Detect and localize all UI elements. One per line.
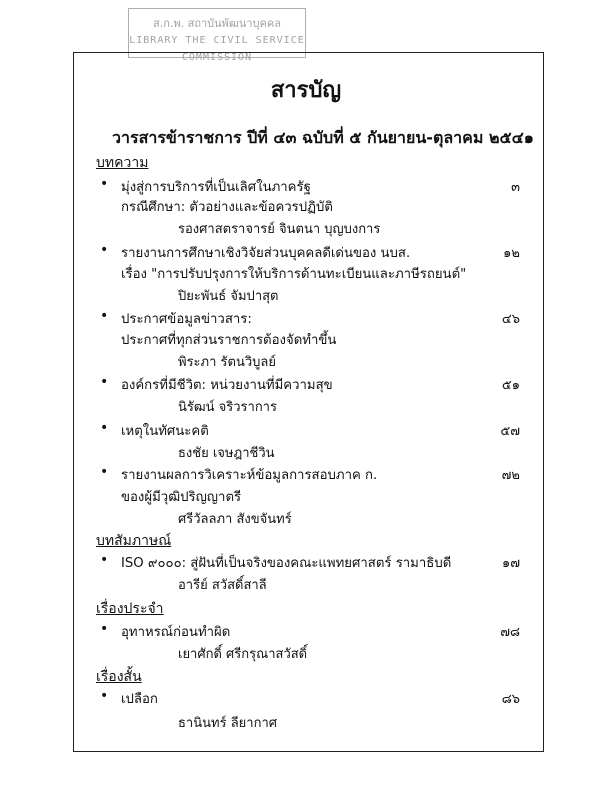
- entry-author: พิระภา รัตนวิบูลย์: [178, 355, 276, 370]
- entry-title-line: เหตุในทัศนะคติ: [121, 424, 209, 439]
- section-heading-regular-columns: เรื่องประจำ: [96, 601, 164, 617]
- entry-title-line: รายงานการศึกษาเชิงวิจัยส่วนบุคคลดีเด่นของ นบส.: [121, 246, 411, 261]
- entry-title-line: องค์กรที่มีชีวิต: หน่วยงานที่มีความสุข: [121, 378, 333, 393]
- entry-page-number: ๑๒: [503, 246, 520, 261]
- entry-page-number: ๗๘: [500, 625, 520, 640]
- entry-page-number: ๓: [511, 180, 520, 195]
- entry-title-line: เปลือก: [121, 692, 158, 707]
- entry-page-number: ๘๖: [501, 692, 520, 707]
- bullet: •: [100, 621, 109, 637]
- stamp-line-1: ส.ก.พ. สถาบันพัฒนาบุคคล: [153, 17, 281, 30]
- entry-page-number: ๕๗: [500, 424, 520, 439]
- stamp-line-2: LIBRARY THE CIVIL SERVICE COMMISSION: [129, 35, 305, 63]
- entry-title-line: ของผู้มีวุฒิปริญญาตรี: [121, 490, 242, 505]
- entry-author: ธานินทร์ ลียากาศ: [178, 716, 277, 731]
- entry-author: ศรีวัลลภา สังขจันทร์: [178, 512, 292, 527]
- bullet: •: [100, 176, 109, 192]
- bullet: •: [100, 688, 109, 704]
- bullet: •: [100, 242, 109, 258]
- bullet: •: [100, 374, 109, 390]
- entry-title-line: กรณีศึกษา: ตัวอย่างและข้อควรปฏิบัติ: [121, 200, 333, 215]
- entry-title-line: เรื่อง "การปรับปรุงการให้บริการด้านทะเบียนและภาษีรถยนต์": [121, 267, 467, 282]
- entry-title-line: อุทาหรณ์ก่อนทำผิด: [121, 625, 231, 640]
- entry-title-line: ประกาศข้อมูลข่าวสาร:: [121, 312, 252, 327]
- entry-author: ปิยะพันธ์ จัมปาสุต: [178, 289, 279, 304]
- entry-title-line: ประกาศที่ทุกส่วนราชการต้องจัดทำขึ้น: [121, 333, 337, 348]
- library-stamp: [128, 8, 306, 63]
- entry-page-number: ๗๒: [501, 468, 520, 483]
- entry-author: ธงชัย เจษฎาชีวิน: [178, 446, 275, 461]
- entry-author: นิรัฒน์ จริวราการ: [178, 400, 277, 415]
- issue-heading: วารสารข้าราชการ ปีที่ ๔๓ ฉบับที่ ๕ กันยายน-ตุลาคม ๒๕๔๑: [112, 128, 534, 147]
- entry-author: เยาศักดิ์ ศรีกรุณาสวัสดิ์: [178, 647, 308, 662]
- section-heading-short-stories: เรื่องสั้น: [96, 669, 142, 685]
- bullet: •: [100, 552, 109, 568]
- section-heading-interviews: บทสัมภาษณ์: [96, 533, 172, 549]
- entry-author: รองศาสตราจารย์ จินตนา บุญบงการ: [178, 222, 381, 237]
- bullet: •: [100, 420, 109, 436]
- entry-page-number: ๕๑: [501, 378, 520, 393]
- entry-page-number: ๑๗: [501, 556, 520, 571]
- section-heading-articles: บทความ: [96, 155, 149, 171]
- page-title: สารบัญ: [270, 78, 342, 103]
- entry-author: อารีย์ สวัสดิ์สาลี: [178, 578, 267, 593]
- entry-title-line: รายงานผลการวิเคราะห์ข้อมูลการสอบภาค ก.: [121, 468, 378, 483]
- entry-title-line: ISO ๙๐๐๐: สู่ฝันที่เป็นจริงของคณะแพทยศาสตร์ รามาธิบดี: [121, 556, 452, 571]
- bullet: •: [100, 464, 109, 480]
- bullet: •: [100, 308, 109, 324]
- entry-page-number: ๔๖: [501, 312, 520, 327]
- entry-title-line: มุ่งสู่การบริการที่เป็นเลิศในภาครัฐ: [121, 180, 311, 195]
